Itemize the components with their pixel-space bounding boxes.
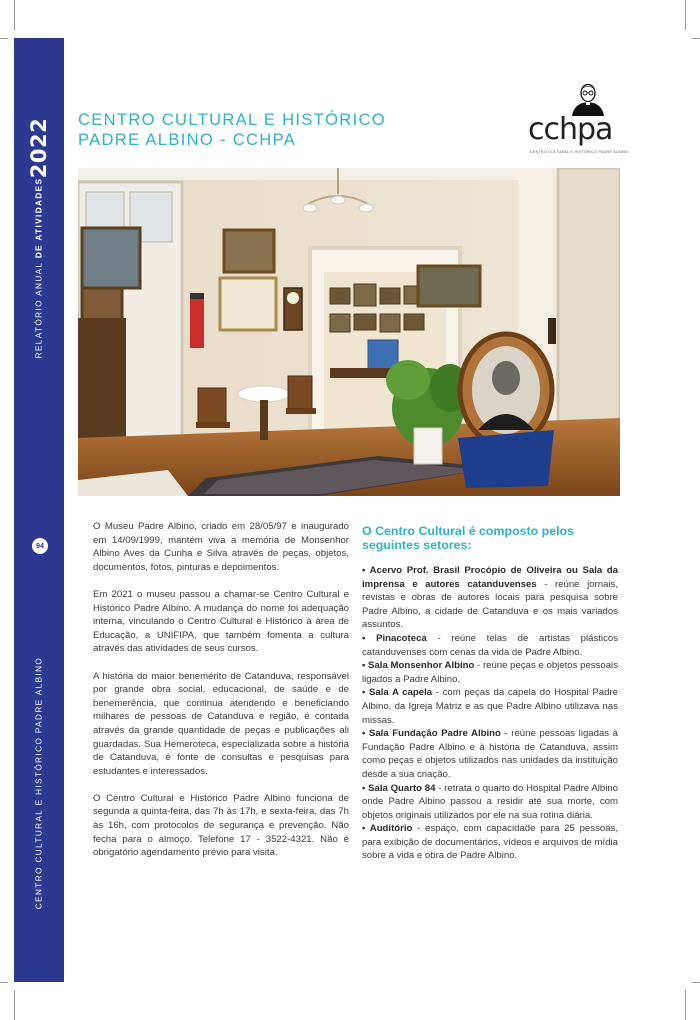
- list-item: [362, 632, 618, 659]
- crop-mark: [0, 982, 8, 983]
- paragraph: A história do maior benemérito de Catanduva, responsável por grande obra social, educacional, de saúde e de benemerência, que continua atendendo e beneficiando milhares de pessoas de Catanduva e região, é contada através da grande quantidade de peças e publicações ali guardadas. Sua Hemeroteca, especializada sobre a história de Catanduva, é fonte de consultas e pesquisas para estudantes e interessados.: [93, 670, 349, 777]
- crop-mark: [14, 990, 15, 1020]
- list-item: [362, 564, 618, 632]
- museum-interior-illustration: [78, 168, 620, 496]
- list-item-text: - retrata o quarto do Hospital Padre Albino onde Padre Albino passou a residir até sua morte, com objetos originais utilizados por ele na sua rotina diária.: [362, 782, 618, 821]
- crop-mark: [685, 990, 686, 1020]
- crop-mark: [692, 982, 700, 983]
- report-label-suffix: DE ATIVIDADES: [34, 177, 44, 259]
- list-item: [362, 782, 618, 823]
- list-item-title: • Sala A capela: [362, 687, 433, 699]
- report-year: [14, 117, 64, 179]
- section-label: CENTRO CULTURAL E HISTÓRICO PADRE ALBINO: [34, 656, 44, 910]
- paragraph: O Museu Padre Albino, criado em 28/05/97 e inaugurado em 14/09/1999, mantém viva a memória de Monsenhor Albino Aves da Cunha e Silva através de peças, objetos, documentos, fotos, pinturas e depoimentos.: [93, 521, 349, 573]
- intro-text: [93, 520, 349, 873]
- crop-mark: [685, 0, 686, 30]
- report-year-text: 2022: [27, 117, 51, 179]
- paragraph: O Centro Cultural e Histórico Padre Albino funciona de segunda a quinta-feira, das 7h às 17h, e sexta-feira, das 7h às 16h, com protocolos de segurança e prevenção. Não fecha para o almoço. Telefone 17 - 3522-4321. Não é obrigatório agendamento prévio para visita.: [93, 792, 349, 859]
- paragraph: Em 2021 o museu passou a chamar-se Centro Cultural e Histórico Padre Albino. A mudança do nome foi adequação interna, vinculando o Centro Cultural e Histórico à área de Educação, a UNIFIPA, que também fomenta a cultura através das atividades de seus cursos.: [93, 588, 349, 655]
- list-item-text: - reúne jornais, revistas e obras de autores locais para pesquisa sobre Padre Albino, a cidade de Catanduva e os mais variados assuntos.: [362, 578, 618, 631]
- list-item: [362, 659, 618, 686]
- list-item-title: • Sala Monsenhor Albino: [362, 660, 475, 672]
- sectors-heading: O Centro Cultural é composto pelos seguintes setores:: [362, 524, 575, 552]
- sidebar-band: [14, 38, 64, 982]
- logo-wordmark: cchpa: [528, 112, 613, 147]
- list-item-title: • Pinacoteca: [362, 632, 427, 644]
- list-item-text: - com peças da capela do Hospital Padre Albino, da Igreja Matriz e as que Padre Albino utilizava nas missas.: [362, 687, 618, 726]
- report-label-prefix: RELATÓRIO ANUAL: [34, 261, 44, 359]
- padre-albino-portrait-icon: [568, 82, 608, 116]
- list-item-text: - espaço, com capacidade para 25 pessoas, para exibição de documentários, vídeos e arquivos de mídia sobre a vida e obra de Padre Albino.: [362, 823, 619, 862]
- list-item: [362, 727, 618, 781]
- list-item-text: - reúne telas de artistas plásticos catanduvenses com cenas da vida de Padre Albino.: [362, 632, 618, 658]
- crop-mark: [14, 0, 15, 30]
- list-item-title: • Sala Fundação Padre Albino: [362, 728, 501, 740]
- page-title-line1: CENTRO CULTURAL E HISTÓRICO: [78, 110, 386, 129]
- crop-mark: [0, 38, 8, 39]
- list-item: [362, 686, 618, 727]
- list-item-text: - reúne pessoas ligadas à Fundação Padre Albino e à história de Catanduva, assim como peças e objetos utilizados nas unidades da instituição desde a sua criação.: [362, 728, 619, 780]
- list-item-title: • Acervo Prof. Brasil Procópio de Oliveira ou Sala da imprensa e autores catanduvenses: [362, 565, 618, 590]
- page-number: 94: [32, 538, 48, 554]
- list-item: [362, 822, 618, 863]
- list-item-title: • Sala Quarto 84: [362, 782, 436, 794]
- list-item-title: • Auditório: [362, 823, 413, 835]
- crop-mark: [692, 38, 700, 39]
- page-title-line2: PADRE ALBINO - CCHPA: [78, 130, 297, 149]
- museum-interior-photo: [78, 168, 620, 496]
- logo-subtext: CENTRO CULTURAL E HISTÓRICO PADRE ALBINO: [530, 150, 629, 154]
- cchpa-logo: [528, 82, 629, 162]
- report-label: [35, 178, 44, 359]
- list-item-text: - reúne peças e objetos pessoais ligados a Padre Albino.: [362, 660, 618, 685]
- sectors-list: [362, 524, 618, 863]
- page-title: [78, 110, 498, 150]
